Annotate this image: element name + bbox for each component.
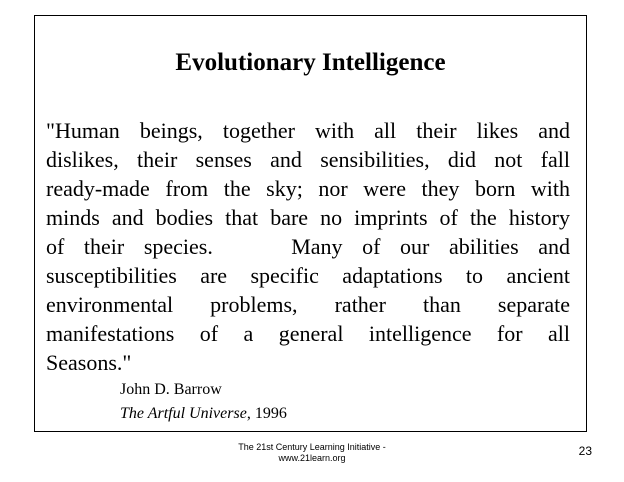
quote-line: manifestations of a general intelligence for all [46, 321, 570, 346]
slide-title: Evolutionary Intelligence [175, 49, 446, 76]
page-number: 23 [578, 444, 592, 458]
attribution-year: , 1996 [246, 405, 287, 422]
quote-line: susceptibilities are specific adaptations to ancient [46, 263, 570, 288]
quote-line: Seasons." [46, 350, 132, 375]
quote-line: dislikes, their senses and sensibilities, did not fall [46, 147, 570, 172]
slide-footer [0, 442, 624, 472]
quote-line: environmental problems, rather than separate [46, 292, 570, 317]
quote-line: ready-made from the sky; nor were they born with [46, 176, 570, 201]
footer-credit [212, 442, 412, 464]
attribution-source [120, 402, 287, 426]
quote-line: minds and bodies that bare no imprints of the history [46, 205, 570, 230]
slide-frame [34, 15, 587, 432]
attribution-book-title: The Artful Universe [120, 405, 247, 422]
footer-website: www.21learn.org [278, 453, 346, 463]
attribution [120, 378, 287, 426]
quote-block [46, 116, 570, 377]
attribution-author: John D. Barrow [120, 381, 222, 398]
quote-line: of their species. Many of our abilities and [46, 234, 570, 259]
quote-line: "Human beings, together with all their likes and [46, 118, 570, 143]
footer-organization: The 21st Century Learning Initiative - [238, 442, 386, 452]
